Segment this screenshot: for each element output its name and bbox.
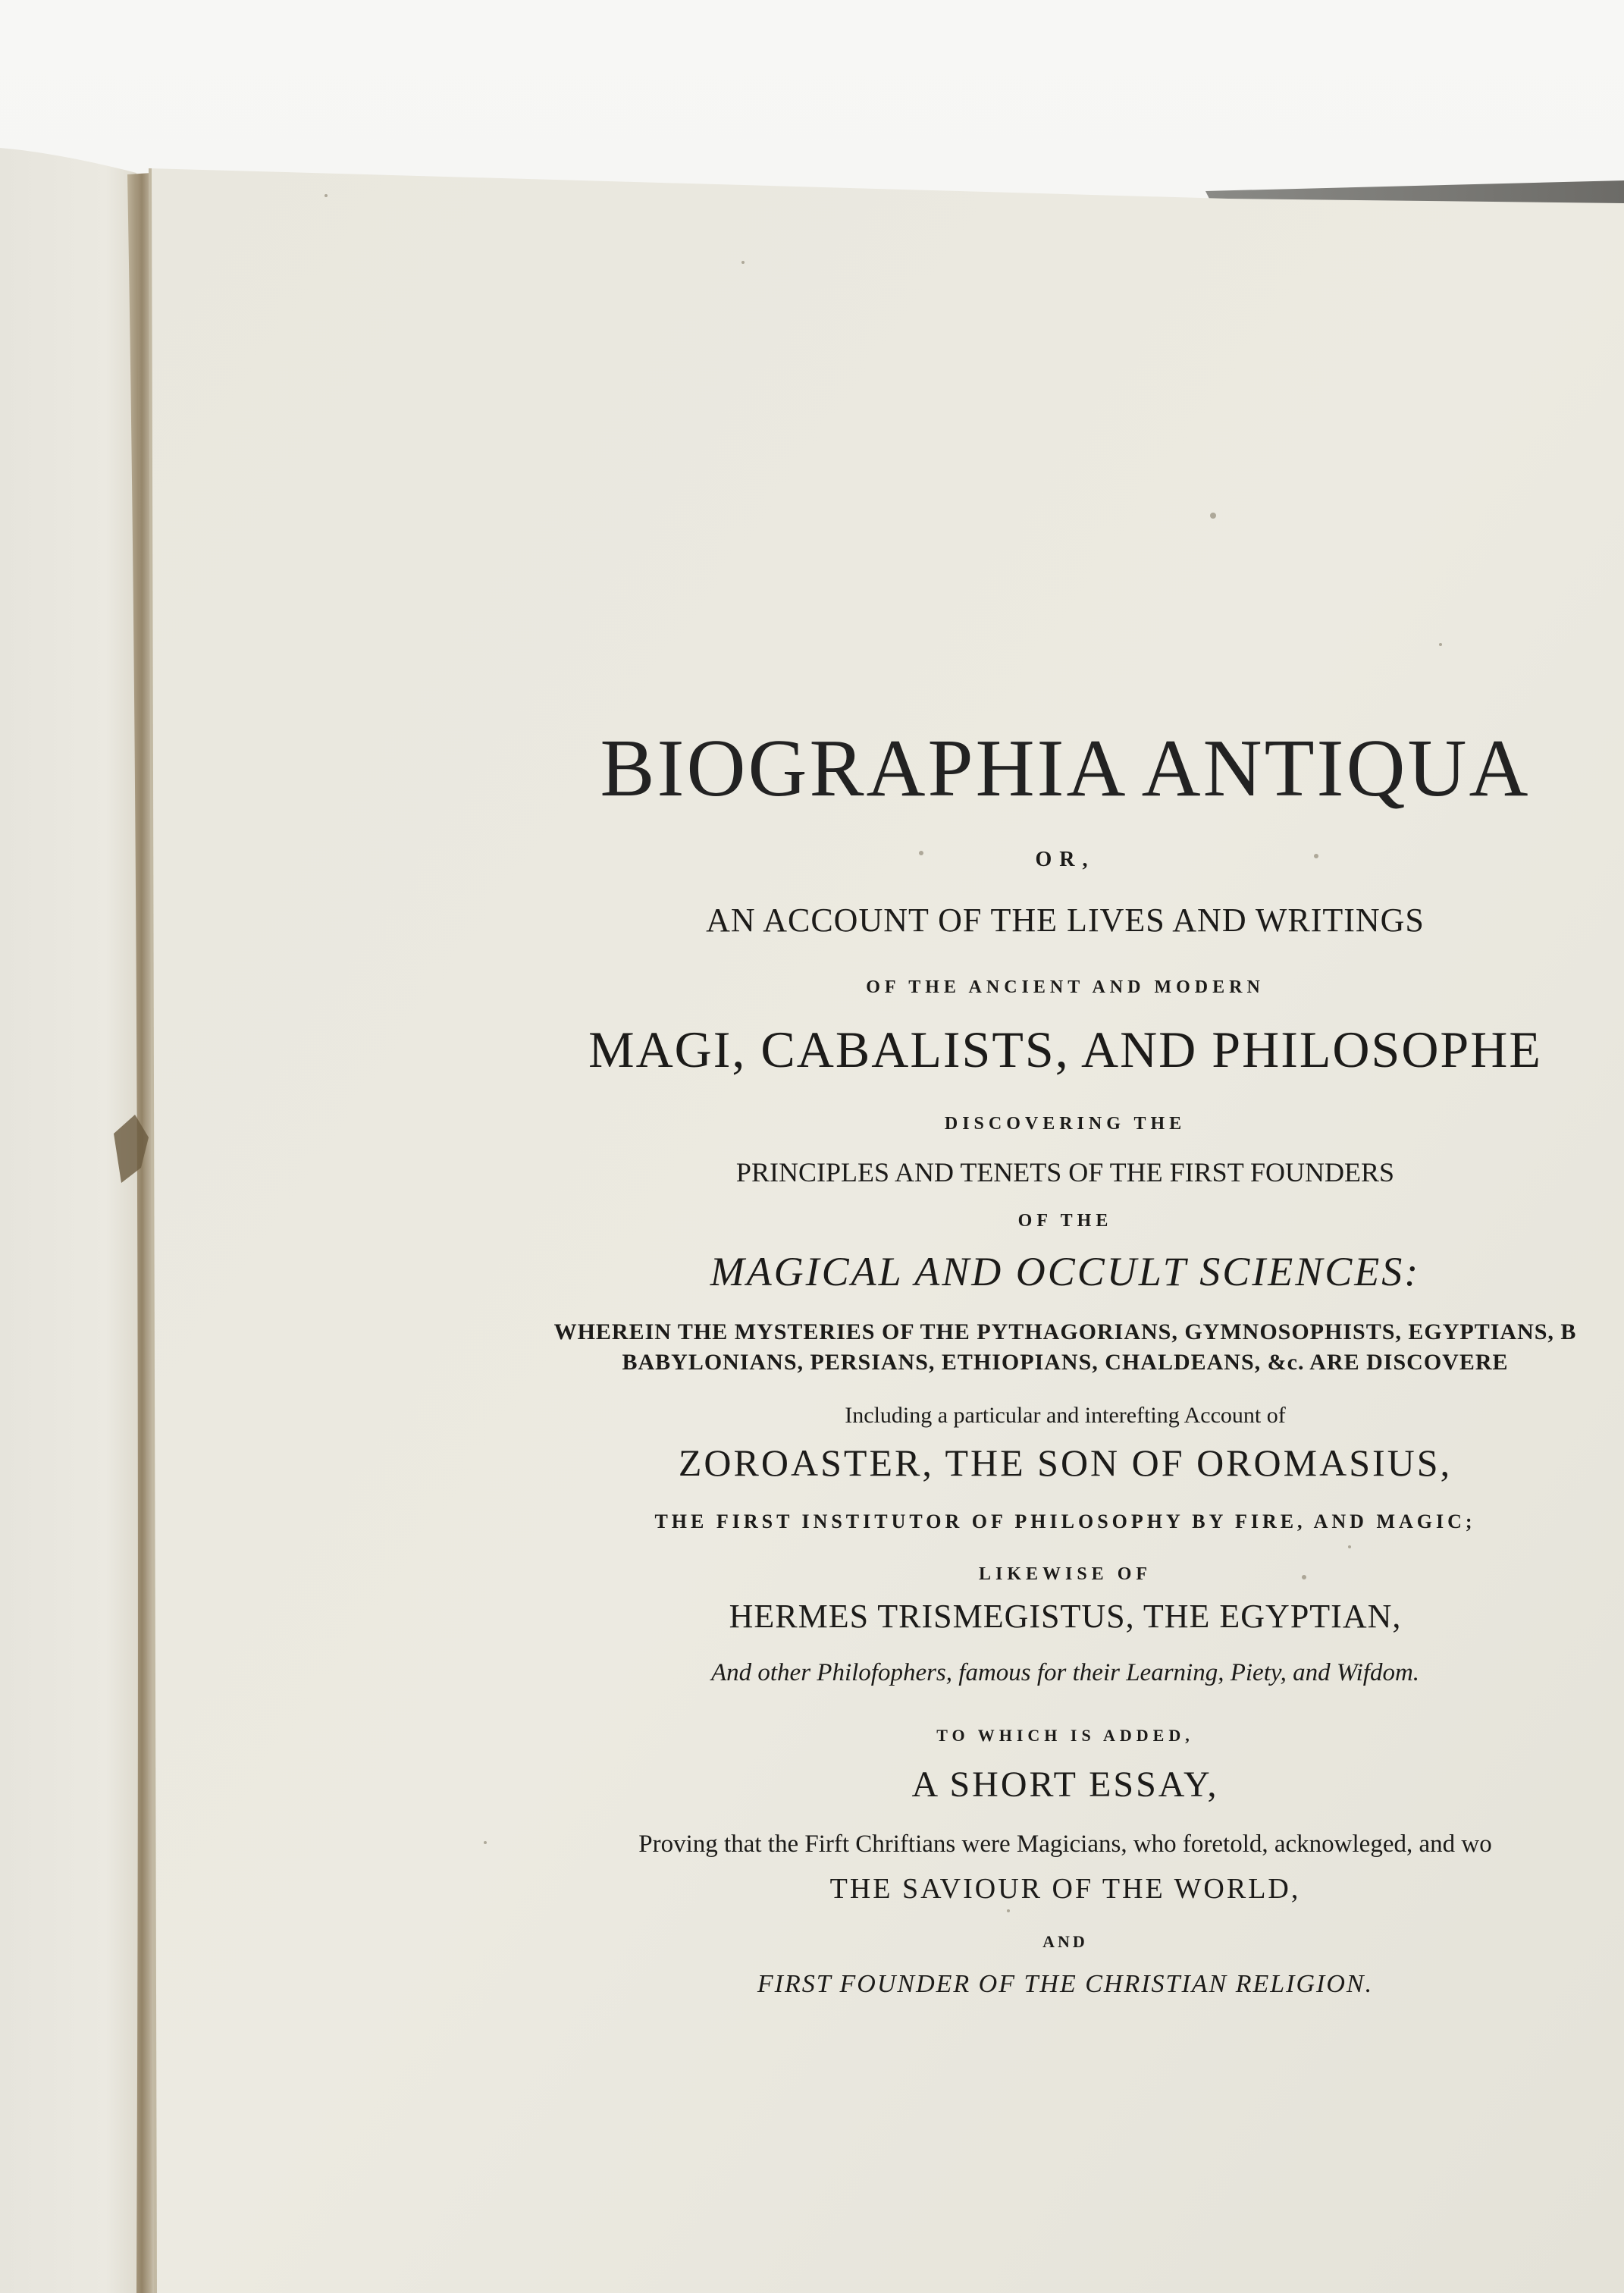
wherein-line: WHEREIN THE MYSTERIES OF THE PYTHAGORIANS, GYMNOSOPHISTS, EGYPTIANS, B — [553, 1319, 1577, 1344]
saviour-line: THE SAVIOUR OF THE WORLD, — [829, 1873, 1301, 1905]
left-page — [0, 148, 152, 2293]
magical-sciences-line: MAGICAL AND OCCULT SCIENCES: — [710, 1249, 1421, 1294]
zoroaster-line: ZOROASTER, THE SON OF OROMASIUS, — [678, 1441, 1453, 1484]
book-title: BIOGRAPHIA ANTIQUA — [600, 723, 1531, 814]
or-line: OR, — [1035, 848, 1096, 871]
including-line: Including a particular and interefting Account of — [845, 1403, 1286, 1428]
to-which-line: TO WHICH IS ADDED, — [936, 1726, 1194, 1745]
account-line: AN ACCOUNT OF THE LIVES AND WRITINGS — [706, 902, 1425, 939]
discovering-line: DISCOVERING THE — [944, 1114, 1187, 1134]
founder-line: FIRST FOUNDER OF THE CHRISTIAN RELIGION. — [757, 1970, 1374, 1998]
principles-line: PRINCIPLES AND TENETS OF THE FIRST FOUNDERS — [735, 1157, 1395, 1187]
philosophers-line: And other Philofophers, famous for their Learning, Piety, and Wifdom. — [710, 1659, 1420, 1686]
of-the-line: OF THE — [1017, 1211, 1113, 1231]
magi-line: MAGI, CABALISTS, AND PHILOSOPHE — [588, 1021, 1542, 1078]
and-line: AND — [1042, 1932, 1088, 1951]
babylonians-line: BABYLONIANS, PERSIANS, ETHIOPIANS, CHALDEANS, &c. ARE DISCOVERE — [622, 1350, 1509, 1375]
institutor-line: THE FIRST INSTITUTOR OF PHILOSOPHY BY FIRE, AND MAGIC; — [654, 1510, 1476, 1532]
hermes-line: HERMES TRISMEGISTUS, THE EGYPTIAN, — [729, 1598, 1402, 1635]
proving-line: Proving that the Firft Chriftians were Magicians, who foretold, acknowleged, and wo — [638, 1830, 1492, 1858]
ancient-line: OF THE ANCIENT AND MODERN — [866, 977, 1265, 997]
likewise-line: LIKEWISE OF — [978, 1564, 1152, 1584]
essay-line: A SHORT ESSAY, — [911, 1764, 1219, 1805]
